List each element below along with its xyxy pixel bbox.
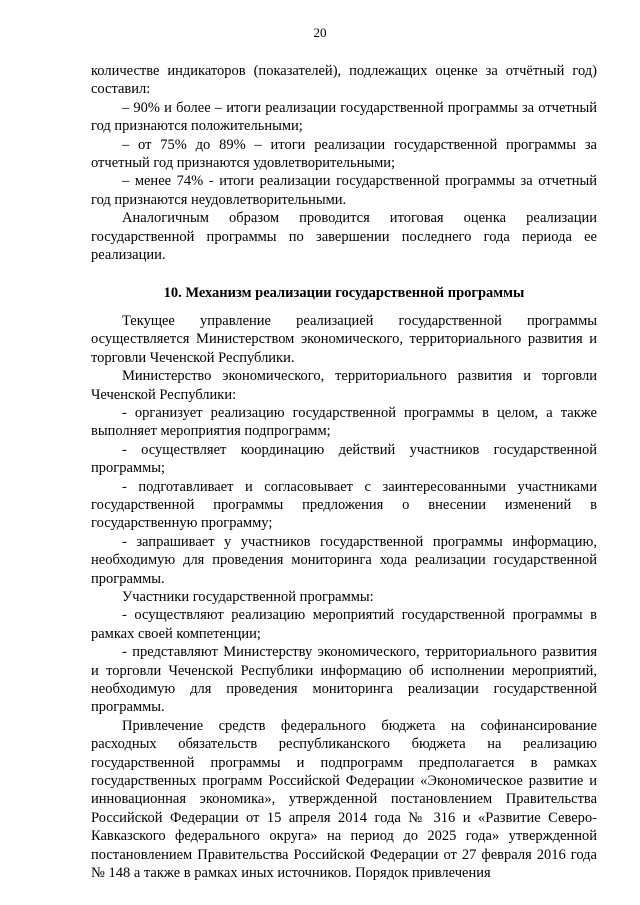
participants-lead: Участники государственной программы:: [122, 588, 374, 605]
ministry-item-3: - подготавливает и согласовывает с заинтересованными участниками государственной программы предложения о внесении изменений в государственную программу;: [91, 478, 597, 532]
intro-closing: Аналогичным образом проводится итоговая оценка реализации государственной программы по завершении последнего года периода ее реализации.: [91, 210, 597, 264]
intro-item-1: – 90% и более – итоги реализации государственной программы за отчетный год признаются положительными;: [91, 99, 597, 135]
intro-item-3: – менее 74% - итоги реализации государственной программы за отчетный год признаются неудовлетворительными.: [91, 173, 597, 208]
section-paragraph-1: Текущее управление реализацией государственной программы осуществляется Министерством экономического, территориального развития и торговли Чеченской Республики.: [91, 312, 597, 366]
participants-item-2: - представляют Министерству экономического, территориального развития и торговли Чеченской Республики информацию об исполнении мероприятий, необходимую для проведения мониторинга реализации государственной программы.: [91, 644, 597, 716]
ministry-item-4: - запрашивает у участников государственной программы информацию, необходимую для проведения мониторинга хода реализации государственной программы.: [91, 533, 597, 587]
section-heading: 10. Механизм реализации государственной программы: [163, 285, 525, 302]
participants-item-1: - осуществляют реализацию мероприятий государственной программы в рамках своей компетенции;: [91, 607, 597, 642]
ministry-lead: Министерство экономического, территориального развития и торговли Чеченской Республики:: [91, 368, 597, 403]
funding-paragraph: Привлечение средств федерального бюджета на софинансирование расходных обязательств республиканского бюджета на реализацию государственной программы и подпрограмм предполагается в рамках государственных программ Российской Федерации «Экономическое развитие и инновационная экономика», утвержденной постановлением Правительства Российской Федерации от 15 апреля 2014 года № 316 и «Развитие Северо-Кавказского федерального округа» на период до 2025 года» утвержденной постановлением Правительства Российской Федерации от 27 февраля 2016 года № 148 а также в рамках иных источников. Порядок привлечения: [91, 717, 597, 882]
intro-lead: количестве индикаторов (показателей), подлежащих оценке за отчётный год) составил:: [91, 63, 597, 98]
page-number: 20: [313, 25, 327, 40]
intro-item-2: – от 75% до 89% – итоги реализации государственной программы за отчетный год признаются удовлетворительными;: [91, 136, 597, 172]
ministry-item-2: - осуществляет координацию действий участников государственной программы;: [91, 441, 597, 477]
document-body: [91, 62, 597, 882]
ministry-item-1: - организует реализацию государственной программы в целом, а также выполняет мероприятия подпрограмм;: [91, 404, 597, 440]
